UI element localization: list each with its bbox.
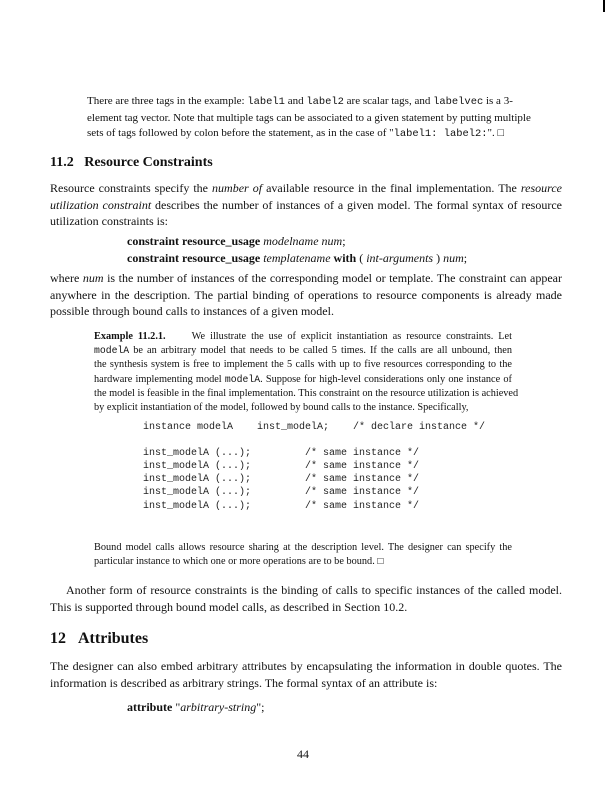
text-line <box>50 675 562 692</box>
text-run: available resource in the final implementation. The <box>262 181 521 195</box>
text-line <box>50 599 562 616</box>
paragraph-attributes <box>50 658 562 691</box>
text-line <box>50 270 562 287</box>
text-run: hardware implementing model <box>94 373 225 385</box>
text-run: the synthesis system is free to implement the 5 calls with up to five resources corresponding to the <box>94 359 512 371</box>
paragraph-num-definition <box>50 270 562 320</box>
emphasis: number of <box>212 181 263 195</box>
text-run: information is described as arbitrary strings. The formal syntax of an attribute is: <box>50 675 438 690</box>
text-line <box>94 541 512 555</box>
text-run: Another form of resource constraints is the binding of calls to specific instances of the called model. <box>66 583 562 597</box>
text-run: We illustrate the use of explicit instantiation as resource constraints. Let <box>191 331 512 342</box>
page-number: 44 <box>297 747 309 761</box>
text-line <box>50 180 562 197</box>
text-run: is a 3- <box>483 95 513 107</box>
text-line <box>94 358 512 372</box>
text-run: be an arbitrary model that needs to be called 5 times. If the calls are all unbound, then <box>129 345 512 357</box>
text-line <box>127 250 467 267</box>
text-run: are scalar tags, and <box>343 95 434 107</box>
text-line <box>127 233 467 250</box>
emphasis: resource <box>520 181 562 195</box>
text-run: ; <box>463 251 468 265</box>
text-run: This is supported through bound model calls, as described in Section 10.2. <box>50 599 408 614</box>
text-run: Bound model calls allows resource sharing at the description level. The designer can specify the <box>94 542 512 553</box>
text-run: sets of tags followed by colon before the statement, as in the case of " <box>87 127 394 139</box>
text-line <box>94 330 512 344</box>
text-run: There are three tags in the example: <box>87 95 248 107</box>
inline-code: labelvec <box>433 96 484 108</box>
paragraph-bound-model-calls <box>50 582 562 615</box>
emphasis: num <box>82 271 104 285</box>
text-run: ". □ <box>487 127 505 139</box>
bold-text: constraint resource_usage <box>127 251 264 265</box>
section-heading-11-2 <box>50 155 213 171</box>
bold-text: with <box>330 251 360 265</box>
text-run: describes the number of instances of a given model. The formal syntax of resource <box>151 197 562 212</box>
text-line <box>87 126 512 143</box>
text-run: Resource constraints specify the <box>50 181 213 195</box>
text-line <box>94 344 512 358</box>
text-run: ( <box>359 251 367 265</box>
inline-code: modelA <box>224 373 261 385</box>
text-line <box>50 197 562 214</box>
code-block-instance-example: instance modelA inst_modelA; /* declare instance */ inst_modelA (...); /* same instance */ inst_modelA (...); /* same instance */ inst_modelA (...); /* same instance */ inst_modelA (...); /* same instance */ inst_modelA (...); /* same instance */ <box>143 422 486 512</box>
text-run: particular instance to which one or more operations are to be bound. □ <box>94 556 384 568</box>
section-title: Resource Constraints <box>84 155 213 170</box>
inline-code: modelA <box>94 345 130 357</box>
emphasis: arbitrary-string <box>180 700 257 714</box>
emphasis: modelname <box>263 234 319 248</box>
bold-text: constraint resource_usage <box>127 234 264 248</box>
section-number: 11.2 <box>50 155 74 170</box>
example-11-2-1 <box>94 330 519 415</box>
emphasis: utilization constraint <box>50 197 152 212</box>
text-run: The designer can also embed arbitrary attributes by encapsulating the information in double quotes. The <box>50 659 562 673</box>
text-line <box>87 94 512 111</box>
text-line <box>50 213 562 230</box>
paragraph-tags-explanation <box>87 94 531 143</box>
emphasis: templatename <box>263 251 331 265</box>
emphasis: int-arguments <box>366 251 434 265</box>
example-conclusion <box>94 541 512 569</box>
text-line <box>127 699 264 716</box>
text-run: is the number of instances of the corresponding model or template. The constraint can appear <box>103 271 562 285</box>
text-line <box>94 373 512 387</box>
section-number: 12 <box>50 630 66 647</box>
section-title: Attributes <box>78 630 149 647</box>
bold-text: Example 11.2.1. <box>94 331 166 342</box>
text-run: utilization constraints is: <box>50 214 168 228</box>
emphasis: num <box>321 234 343 248</box>
text-run: element tag vector. Note that multiple tags can be associated to a given statement by putting multiple <box>87 111 531 124</box>
emphasis: num <box>443 251 464 265</box>
text-run: and <box>284 95 307 107</box>
text-line <box>50 287 562 304</box>
paragraph-resource-constraints <box>50 180 562 230</box>
text-run: by explicit instantiation of the model, followed by bound calls to the instance. Specifically, <box>94 402 469 414</box>
text-line <box>50 582 562 599</box>
text-run: where <box>50 271 83 285</box>
text-line <box>87 111 531 127</box>
bold-text: attribute <box>127 700 176 714</box>
text-line <box>94 401 512 415</box>
text-line <box>50 303 562 320</box>
attribute-syntax <box>127 699 264 716</box>
inline-code: label1: label2: <box>393 128 488 140</box>
scan-edge-mark <box>603 0 605 12</box>
text-run: . Suppose for high-level considerations only one instance of <box>260 373 512 385</box>
text-line <box>94 387 519 401</box>
text-run: ) <box>433 251 444 265</box>
text-run: "; <box>256 700 265 714</box>
inline-code: label1 <box>247 96 285 108</box>
text-line <box>50 658 562 675</box>
text-run: possible through bound calls to instances of a given model. <box>50 304 334 318</box>
text-run: anywhere in the description. The partial binding of operations to resource components is already made <box>50 287 562 302</box>
text-run: ; <box>342 234 346 248</box>
text-run: " <box>175 700 181 714</box>
constraint-syntax <box>127 233 467 267</box>
text-line <box>94 555 512 569</box>
inline-code: label2 <box>306 96 344 108</box>
text-run: the model is feasible in the final implementation. This constraint on the resource utilization is achieved <box>94 387 519 399</box>
section-heading-12 <box>50 630 148 648</box>
